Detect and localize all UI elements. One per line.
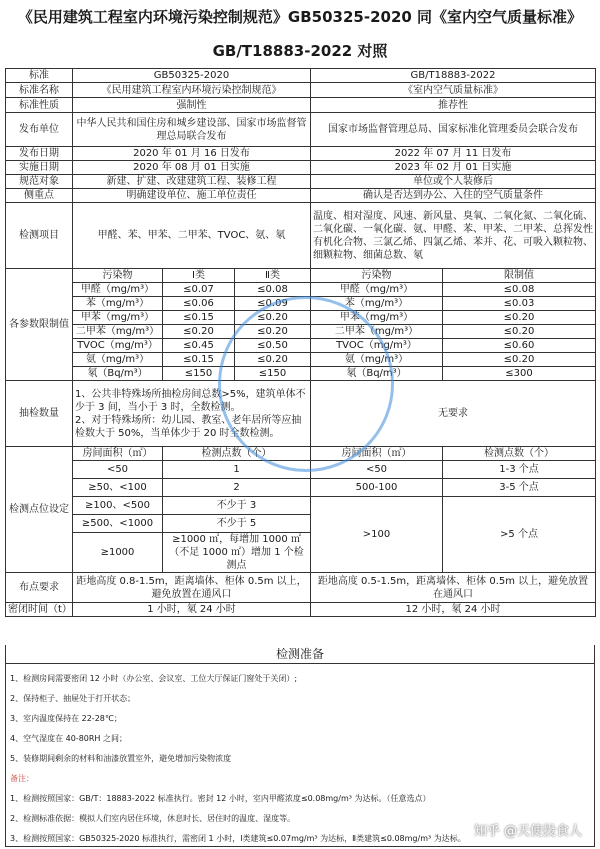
pollutant-cell: 氡（Bq/m³）: [73, 367, 163, 381]
value-cell: ≤0.09: [235, 297, 311, 311]
cell-a: 1 小时，氡 24 小时: [73, 603, 311, 617]
table-row: [6, 283, 596, 297]
cell-b: 12 小时，氡 24 小时: [311, 603, 596, 617]
value-cell: ≤0.08: [443, 283, 596, 297]
remark-item: 1、检测按照国家：GB/T：18883-2022 标准执行。密封 12 小时，室内甲醛浓度≤0.08mg/m³ 为达标。（任意选点）: [10, 794, 431, 803]
row-label: 规范对象: [6, 175, 73, 189]
count-cell: ≥1000 ㎡，每增加 1000 ㎡（不足 1000 ㎡）增加 1 个检测点: [163, 533, 311, 573]
count-cell: 不少于 3: [163, 497, 311, 515]
value-cell: ≤300: [443, 367, 596, 381]
zhihu-watermark: 知乎 @天使投食人: [473, 824, 582, 839]
cell-b: 2023 年 02 月 01 日实施: [311, 161, 596, 175]
table-row: [6, 353, 596, 367]
pollutant-cell: 苯（mg/m³）: [311, 297, 443, 311]
notes-panel: [5, 645, 595, 847]
table-row: [6, 497, 596, 515]
value-cell: ≤0.08: [235, 283, 311, 297]
row-label: 布点要求: [6, 573, 73, 603]
table-row: [6, 203, 596, 269]
value-cell: ≤0.15: [163, 353, 235, 367]
table-row: [6, 325, 596, 339]
value-cell: ≤0.20: [235, 311, 311, 325]
sampling-a-item: 1、公共非特殊场所抽检房间总数>5%，建筑单体不少于 3 间，当小于 3 时，全数检测。: [75, 388, 306, 413]
count-cell: 1: [163, 461, 311, 479]
value-cell: ≤0.06: [163, 297, 235, 311]
row-label: 发布日期: [6, 147, 73, 161]
sampling-a-item: 2、对于特殊场所：幼儿园、教室、老年居所等应抽检数大于 50%，当单体少于 20 时全数检测。: [75, 414, 302, 439]
cell-a: GB50325-2020: [73, 69, 311, 83]
limits-head: 污染物: [311, 269, 443, 283]
row-label: 检测点位设定: [6, 447, 73, 573]
value-cell: ≤0.15: [163, 311, 235, 325]
limits-head: 污染物: [73, 269, 163, 283]
table-row: [6, 297, 596, 311]
value-cell: ≤0.45: [163, 339, 235, 353]
row-label: 发布单位: [6, 113, 73, 147]
row-label: 侧重点: [6, 189, 73, 203]
row-label: 检测项目: [6, 203, 73, 269]
cell-b: 温度、相对湿度、风速、新风量、臭氧、二氧化氮、二氧化硫、二氧化碳、一氧化碳、氨、甲醛、苯、甲苯、二甲苯、总挥发性有机化合物、三氯乙烯、四氯乙烯、苯并、花、可吸入颗粒物、细颗粒物、细菌总数、氡: [311, 203, 596, 269]
table-row: [6, 83, 596, 98]
table-row: [6, 381, 596, 447]
value-cell: ≤0.20: [443, 311, 596, 325]
cell-a: 2020 年 08 月 01 日实施: [73, 161, 311, 175]
value-cell: ≤0.20: [443, 353, 596, 367]
table-row: [6, 161, 596, 175]
pollutant-cell: 甲苯（mg/m³）: [73, 311, 163, 325]
cell-a: 明确建设单位、施工单位责任: [73, 189, 311, 203]
cell-b: 《室内空气质量标准》: [311, 83, 596, 98]
area-cell: >100: [311, 497, 443, 573]
value-cell: ≤0.20: [235, 353, 311, 367]
points-head: 检测点数（个）: [443, 447, 596, 461]
points-head: 房间面积（㎡）: [73, 447, 163, 461]
value-cell: ≤150: [163, 367, 235, 381]
table-row: [6, 479, 596, 497]
cell-b: 距地高度 0.5-1.5m，距离墙体、柜体 0.5m 以上，避免放置在通风口: [311, 573, 596, 603]
pollutant-cell: TVOC（mg/m³）: [73, 339, 163, 353]
value-cell: ≤0.03: [443, 297, 596, 311]
cell-a: 《民用建筑工程室内环境污染控制规范》: [73, 83, 311, 98]
cell-a: 中华人民共和国住房和城乡建设部、国家市场监督管理总局联合发布: [73, 113, 311, 147]
area-cell: 500-100: [311, 479, 443, 497]
comparison-table: [5, 68, 596, 617]
count-cell: 不少于 5: [163, 515, 311, 533]
cell-a: 甲醛、苯、甲苯、二甲苯、TVOC、氨、氡: [73, 203, 311, 269]
table-row: [6, 69, 596, 83]
table-row: [6, 367, 596, 381]
value-cell: ≤0.07: [163, 283, 235, 297]
row-label: 抽检数量: [6, 381, 73, 447]
area-cell: ≥50、<100: [73, 479, 163, 497]
row-label: 标准性质: [6, 98, 73, 113]
value-cell: ≤0.20: [163, 325, 235, 339]
pollutant-cell: 氡（Bq/m³）: [311, 367, 443, 381]
points-head: 房间面积（㎡）: [311, 447, 443, 461]
limits-head: Ⅱ类: [235, 269, 311, 283]
cell-a: 强制性: [73, 98, 311, 113]
row-label: 标准名称: [6, 83, 73, 98]
area-cell: ≥100、<500: [73, 497, 163, 515]
limits-head: Ⅰ类: [163, 269, 235, 283]
note-item: 3、室内温度保持在 22-28℃；: [10, 714, 122, 723]
table-row: [6, 269, 596, 283]
pollutant-cell: 苯（mg/m³）: [73, 297, 163, 311]
table-row: [6, 98, 596, 113]
table-row: [6, 339, 596, 353]
row-label: 密闭时间（t）: [6, 603, 73, 617]
limits-head: 限制值: [443, 269, 596, 283]
table-row: [6, 573, 596, 603]
note-item: 5、装修期间剩余的材料和油漆放置室外，避免增加污染物浓度: [10, 754, 232, 763]
cell-b: GB/T18883-2022: [311, 69, 596, 83]
points-head: 检测点数（个）: [163, 447, 311, 461]
row-label: 各参数限制值: [6, 269, 73, 381]
remark-item: 2、检测标准依据：模拟人们室内居住环境，休息时长、居住时的温度、湿度等。: [10, 814, 296, 823]
value-cell: ≤0.20: [235, 325, 311, 339]
count-cell: 2: [163, 479, 311, 497]
row-label: 标准: [6, 69, 73, 83]
area-cell: ≥1000: [73, 533, 163, 573]
cell-b: 国家市场监督管理总局、国家标准化管理委员会联合发布: [311, 113, 596, 147]
page-title-line2: GB/T18883-2022 对照: [212, 42, 388, 60]
page-title-line1: 《民用建筑工程室内环境污染控制规范》GB50325-2020 同《室内空气质量标准》: [17, 8, 583, 26]
pollutant-cell: 氨（mg/m³）: [311, 353, 443, 367]
table-row: [6, 175, 596, 189]
pollutant-cell: TVOC（mg/m³）: [311, 339, 443, 353]
remark-item: 3、检测按照国家：GB50325-2020 标准执行，需密闭 1 小时，Ⅰ类建筑≤0.07mg/m³ 为达标，Ⅱ类建筑≤0.08mg/m³ 为达标。: [10, 834, 466, 843]
cell-a: 新建、扩建、改建建筑工程、装修工程: [73, 175, 311, 189]
table-row: [6, 113, 596, 147]
note-item: 4、空气湿度在 40-80RH 之间；: [10, 734, 127, 743]
pollutant-cell: 氨（mg/m³）: [73, 353, 163, 367]
area-cell: ≥500、<1000: [73, 515, 163, 533]
pollutant-cell: 甲苯（mg/m³）: [311, 311, 443, 325]
sampling-a: [73, 381, 311, 447]
count-cell: 3-5 个点: [443, 479, 596, 497]
cell-b: 推荐性: [311, 98, 596, 113]
pollutant-cell: 甲醛（mg/m³）: [311, 283, 443, 297]
value-cell: ≤150: [235, 367, 311, 381]
table-row: [6, 447, 596, 461]
pollutant-cell: 二甲苯（mg/m³）: [73, 325, 163, 339]
count-cell: >5 个点: [443, 497, 596, 573]
area-cell: <50: [311, 461, 443, 479]
cell-b: 无要求: [311, 381, 596, 447]
table-row: [6, 461, 596, 479]
remark-title: 备注：: [10, 774, 34, 783]
cell-b: 2022 年 07 月 11 日发布: [311, 147, 596, 161]
table-row: [6, 147, 596, 161]
table-row: [6, 311, 596, 325]
pollutant-cell: 甲醛（mg/m³）: [73, 283, 163, 297]
cell-a: 距地高度 0.8-1.5m，距离墙体、柜体 0.5m 以上，避免放置在通风口: [73, 573, 311, 603]
cell-b: 确认是否达到办公、入住的空气质量条件: [311, 189, 596, 203]
row-label: 实施日期: [6, 161, 73, 175]
pollutant-cell: 二甲苯（mg/m³）: [311, 325, 443, 339]
area-cell: <50: [73, 461, 163, 479]
table-row: [6, 189, 596, 203]
value-cell: ≤0.50: [235, 339, 311, 353]
cell-b: 单位或个人装修后: [311, 175, 596, 189]
notes-title: 检测准备: [6, 645, 594, 664]
note-item: 2、保持柜子、抽屉处于打开状态；: [10, 694, 136, 703]
count-cell: 1-3 个点: [443, 461, 596, 479]
value-cell: ≤0.60: [443, 339, 596, 353]
value-cell: ≤0.20: [443, 325, 596, 339]
cell-a: 2020 年 01 月 16 日发布: [73, 147, 311, 161]
note-item: 1、检测房间需要密闭 12 小时（办公室、会议室、工位大厅保证门窗处于关闭）;: [10, 674, 298, 683]
table-row: [6, 603, 596, 617]
